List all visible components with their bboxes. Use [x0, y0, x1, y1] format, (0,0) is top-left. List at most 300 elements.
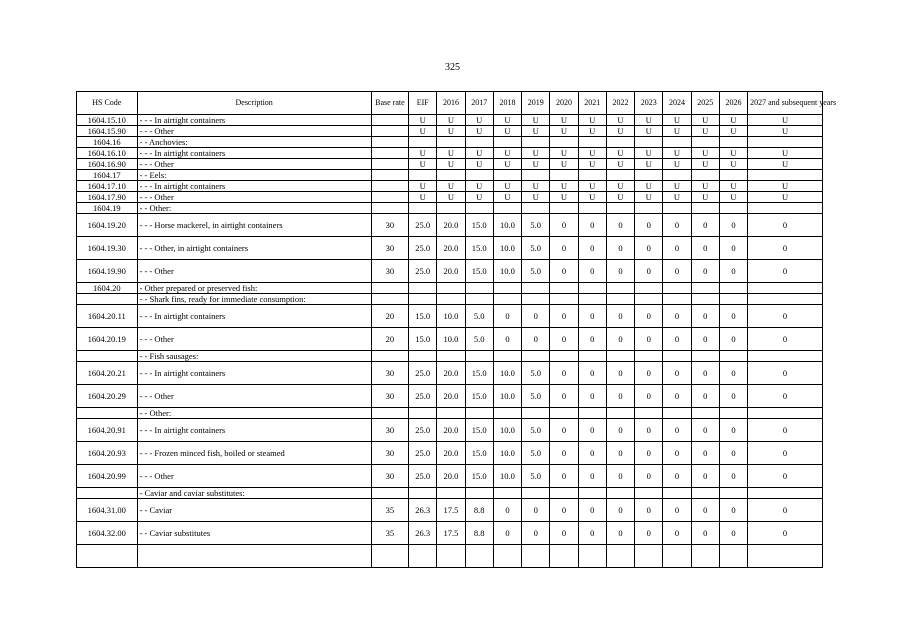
- year-rate-cell: [719, 408, 747, 419]
- base-rate-cell: 35: [371, 522, 408, 545]
- year-rate-cell: [550, 294, 578, 305]
- year-rate-cell: [691, 283, 719, 294]
- year-rate-cell: [578, 170, 606, 181]
- table-row: [77, 283, 823, 294]
- table-row: [77, 442, 823, 465]
- year-rate-cell: [465, 283, 493, 294]
- table-body: [77, 115, 823, 568]
- year-rate-cell: [719, 203, 747, 214]
- table-row: [77, 305, 823, 328]
- year-rate-cell: U: [578, 115, 606, 126]
- year-rate-cell: [691, 203, 719, 214]
- base-rate-cell: 30: [371, 214, 408, 237]
- year-rate-cell: [465, 294, 493, 305]
- year-rate-cell: 0: [748, 237, 823, 260]
- year-rate-cell: 20.0: [437, 237, 465, 260]
- year-rate-cell: 0: [578, 305, 606, 328]
- year-rate-cell: 0: [691, 465, 719, 488]
- description-cell: - - - In airtight containers: [137, 181, 371, 192]
- header-year: 2016: [437, 92, 465, 115]
- year-rate-cell: [663, 408, 691, 419]
- year-rate-cell: 0: [635, 214, 663, 237]
- year-rate-cell: 0: [578, 499, 606, 522]
- year-rate-cell: [493, 170, 521, 181]
- year-rate-cell: U: [550, 126, 578, 137]
- year-rate-cell: [748, 170, 823, 181]
- year-rate-cell: 0: [748, 305, 823, 328]
- year-rate-cell: [719, 294, 747, 305]
- year-rate-cell: 0: [522, 522, 550, 545]
- year-rate-cell: [635, 408, 663, 419]
- year-rate-cell: [550, 137, 578, 148]
- eif-rate-cell: U: [409, 159, 437, 170]
- year-rate-cell: 0: [663, 522, 691, 545]
- year-rate-cell: U: [522, 148, 550, 159]
- year-rate-cell: 10.0: [437, 305, 465, 328]
- year-rate-cell: 0: [663, 419, 691, 442]
- description-cell: - - - Horse mackerel, in airtight containers: [137, 214, 371, 237]
- year-rate-cell: U: [691, 126, 719, 137]
- base-rate-cell: [371, 351, 408, 362]
- header-base-rate: Base rate: [371, 92, 408, 115]
- hs-code-cell: 1604.16.10: [77, 148, 138, 159]
- year-rate-cell: [691, 137, 719, 148]
- year-rate-cell: 5.0: [465, 305, 493, 328]
- year-rate-cell: 10.0: [493, 214, 521, 237]
- hs-code-cell: 1604.19.90: [77, 260, 138, 283]
- year-rate-cell: [691, 351, 719, 362]
- year-rate-cell: U: [663, 115, 691, 126]
- year-rate-cell: [522, 351, 550, 362]
- base-rate-cell: [371, 181, 408, 192]
- year-rate-cell: 0: [550, 442, 578, 465]
- year-rate-cell: U: [606, 126, 634, 137]
- hs-code-cell: 1604.32.00: [77, 522, 138, 545]
- year-rate-cell: 0: [748, 465, 823, 488]
- year-rate-cell: 0: [663, 385, 691, 408]
- year-rate-cell: [606, 283, 634, 294]
- year-rate-cell: 0: [663, 499, 691, 522]
- year-rate-cell: [550, 203, 578, 214]
- year-rate-cell: [748, 545, 823, 568]
- year-rate-cell: U: [493, 148, 521, 159]
- year-rate-cell: 0: [748, 499, 823, 522]
- year-rate-cell: [578, 545, 606, 568]
- year-rate-cell: [748, 203, 823, 214]
- table-row: [77, 148, 823, 159]
- table-row: [77, 362, 823, 385]
- year-rate-cell: U: [663, 192, 691, 203]
- year-rate-cell: 0: [522, 305, 550, 328]
- year-rate-cell: [550, 283, 578, 294]
- year-rate-cell: [493, 351, 521, 362]
- year-rate-cell: 5.0: [522, 442, 550, 465]
- base-rate-cell: [371, 192, 408, 203]
- eif-rate-cell: [409, 488, 437, 499]
- table-row: [77, 419, 823, 442]
- year-rate-cell: U: [663, 148, 691, 159]
- year-rate-cell: 0: [578, 214, 606, 237]
- year-rate-cell: U: [719, 115, 747, 126]
- header-year: 2026: [719, 92, 747, 115]
- year-rate-cell: 5.0: [465, 328, 493, 351]
- year-rate-cell: U: [437, 115, 465, 126]
- eif-rate-cell: [409, 137, 437, 148]
- year-rate-cell: 0: [663, 237, 691, 260]
- year-rate-cell: [493, 203, 521, 214]
- year-rate-cell: [748, 137, 823, 148]
- year-rate-cell: 0: [719, 465, 747, 488]
- eif-rate-cell: 26.3: [409, 499, 437, 522]
- year-rate-cell: [465, 545, 493, 568]
- year-rate-cell: 0: [493, 305, 521, 328]
- year-rate-cell: U: [550, 148, 578, 159]
- description-cell: - - - Other: [137, 192, 371, 203]
- year-rate-cell: [493, 545, 521, 568]
- hs-code-cell: 1604.20.91: [77, 419, 138, 442]
- year-rate-cell: U: [606, 148, 634, 159]
- year-rate-cell: [663, 488, 691, 499]
- year-rate-cell: U: [437, 126, 465, 137]
- year-rate-cell: [465, 488, 493, 499]
- year-rate-cell: [465, 351, 493, 362]
- year-rate-cell: 0: [719, 362, 747, 385]
- year-rate-cell: [663, 294, 691, 305]
- year-rate-cell: 0: [663, 260, 691, 283]
- header-year: 2017: [465, 92, 493, 115]
- year-rate-cell: 0: [606, 419, 634, 442]
- header-hs-code: HS Code: [77, 92, 138, 115]
- year-rate-cell: U: [606, 181, 634, 192]
- year-rate-cell: 0: [691, 442, 719, 465]
- year-rate-cell: 20.0: [437, 465, 465, 488]
- year-rate-cell: 5.0: [522, 419, 550, 442]
- year-rate-cell: [437, 294, 465, 305]
- hs-code-cell: 1604.17.10: [77, 181, 138, 192]
- year-rate-cell: [606, 351, 634, 362]
- description-cell: - - - Other, in airtight containers: [137, 237, 371, 260]
- table-row: [77, 294, 823, 305]
- year-rate-cell: 10.0: [493, 237, 521, 260]
- year-rate-cell: U: [635, 192, 663, 203]
- year-rate-cell: [606, 137, 634, 148]
- hs-code-cell: 1604.15.10: [77, 115, 138, 126]
- description-cell: - - - In airtight containers: [137, 305, 371, 328]
- hs-code-cell: [77, 488, 138, 499]
- year-rate-cell: 0: [719, 214, 747, 237]
- year-rate-cell: U: [578, 192, 606, 203]
- table-row: [77, 203, 823, 214]
- year-rate-cell: U: [691, 159, 719, 170]
- hs-code-cell: 1604.20: [77, 283, 138, 294]
- year-rate-cell: 0: [719, 305, 747, 328]
- year-rate-cell: 0: [691, 305, 719, 328]
- table-row: [77, 237, 823, 260]
- year-rate-cell: U: [465, 148, 493, 159]
- year-rate-cell: 0: [550, 328, 578, 351]
- hs-code-cell: 1604.20.21: [77, 362, 138, 385]
- page-number: 325: [445, 62, 460, 73]
- base-rate-cell: 30: [371, 385, 408, 408]
- year-rate-cell: 0: [550, 522, 578, 545]
- year-rate-cell: [691, 294, 719, 305]
- year-rate-cell: 0: [578, 465, 606, 488]
- base-rate-cell: 30: [371, 237, 408, 260]
- year-rate-cell: 0: [550, 385, 578, 408]
- year-rate-cell: 5.0: [522, 260, 550, 283]
- base-rate-cell: [371, 159, 408, 170]
- year-rate-cell: 0: [606, 522, 634, 545]
- year-rate-cell: [719, 283, 747, 294]
- year-rate-cell: [522, 408, 550, 419]
- year-rate-cell: 10.0: [493, 362, 521, 385]
- year-rate-cell: 0: [663, 362, 691, 385]
- description-cell: - - - In airtight containers: [137, 148, 371, 159]
- year-rate-cell: [663, 137, 691, 148]
- year-rate-cell: [606, 203, 634, 214]
- year-rate-cell: 0: [635, 385, 663, 408]
- description-cell: - - Fish sausages:: [137, 351, 371, 362]
- eif-rate-cell: 15.0: [409, 305, 437, 328]
- year-rate-cell: 5.0: [522, 465, 550, 488]
- year-rate-cell: 0: [578, 237, 606, 260]
- description-cell: - - Anchovies:: [137, 137, 371, 148]
- year-rate-cell: U: [635, 126, 663, 137]
- description-cell: - - - In airtight containers: [137, 115, 371, 126]
- header-eif: EIF: [409, 92, 437, 115]
- year-rate-cell: 0: [719, 328, 747, 351]
- hs-code-cell: 1604.17.90: [77, 192, 138, 203]
- description-cell: - - - Other: [137, 385, 371, 408]
- year-rate-cell: 0: [719, 499, 747, 522]
- hs-code-cell: 1604.17: [77, 170, 138, 181]
- eif-rate-cell: 25.0: [409, 465, 437, 488]
- year-rate-cell: [550, 408, 578, 419]
- year-rate-cell: 15.0: [465, 385, 493, 408]
- year-rate-cell: [550, 351, 578, 362]
- year-rate-cell: [719, 170, 747, 181]
- year-rate-cell: [437, 137, 465, 148]
- eif-rate-cell: U: [409, 148, 437, 159]
- year-rate-cell: U: [663, 159, 691, 170]
- year-rate-cell: 0: [719, 419, 747, 442]
- year-rate-cell: [493, 294, 521, 305]
- year-rate-cell: U: [578, 181, 606, 192]
- header-year: 2021: [578, 92, 606, 115]
- year-rate-cell: U: [635, 148, 663, 159]
- year-rate-cell: [578, 488, 606, 499]
- year-rate-cell: [606, 294, 634, 305]
- year-rate-cell: 0: [550, 214, 578, 237]
- year-rate-cell: U: [493, 181, 521, 192]
- year-rate-cell: [522, 283, 550, 294]
- year-rate-cell: U: [635, 115, 663, 126]
- year-rate-cell: 0: [635, 362, 663, 385]
- year-rate-cell: 0: [663, 214, 691, 237]
- year-rate-cell: 15.0: [465, 237, 493, 260]
- eif-rate-cell: 25.0: [409, 237, 437, 260]
- table-row: [77, 214, 823, 237]
- year-rate-cell: U: [522, 115, 550, 126]
- table-row: [77, 126, 823, 137]
- year-rate-cell: U: [522, 181, 550, 192]
- year-rate-cell: [606, 488, 634, 499]
- year-rate-cell: [635, 351, 663, 362]
- table-row: [77, 488, 823, 499]
- hs-code-cell: 1604.15.90: [77, 126, 138, 137]
- header-year: 2025: [691, 92, 719, 115]
- base-rate-cell: 30: [371, 419, 408, 442]
- year-rate-cell: 0: [522, 499, 550, 522]
- year-rate-cell: U: [748, 148, 823, 159]
- year-rate-cell: U: [550, 192, 578, 203]
- year-rate-cell: 0: [748, 522, 823, 545]
- eif-rate-cell: [409, 170, 437, 181]
- year-rate-cell: 20.0: [437, 260, 465, 283]
- year-rate-cell: 0: [578, 385, 606, 408]
- year-rate-cell: U: [691, 192, 719, 203]
- year-rate-cell: U: [719, 148, 747, 159]
- year-rate-cell: 20.0: [437, 419, 465, 442]
- year-rate-cell: 0: [719, 385, 747, 408]
- year-rate-cell: 0: [550, 237, 578, 260]
- year-rate-cell: [606, 408, 634, 419]
- year-rate-cell: [493, 408, 521, 419]
- year-rate-cell: U: [748, 115, 823, 126]
- eif-rate-cell: [409, 545, 437, 568]
- year-rate-cell: 0: [606, 385, 634, 408]
- header-year: 2023: [635, 92, 663, 115]
- table-row: [77, 181, 823, 192]
- description-cell: - Caviar and caviar substitutes:: [137, 488, 371, 499]
- base-rate-cell: [371, 545, 408, 568]
- year-rate-cell: 0: [606, 442, 634, 465]
- year-rate-cell: U: [465, 115, 493, 126]
- year-rate-cell: 0: [578, 442, 606, 465]
- year-rate-cell: U: [550, 181, 578, 192]
- hs-code-cell: 1604.31.00: [77, 499, 138, 522]
- year-rate-cell: [635, 545, 663, 568]
- table-row: [77, 192, 823, 203]
- year-rate-cell: [437, 408, 465, 419]
- hs-code-cell: 1604.19: [77, 203, 138, 214]
- eif-rate-cell: 25.0: [409, 419, 437, 442]
- base-rate-cell: 30: [371, 362, 408, 385]
- year-rate-cell: [550, 170, 578, 181]
- base-rate-cell: 30: [371, 260, 408, 283]
- year-rate-cell: [578, 203, 606, 214]
- year-rate-cell: U: [691, 115, 719, 126]
- hs-code-cell: 1604.20.19: [77, 328, 138, 351]
- table-row: [77, 522, 823, 545]
- year-rate-cell: U: [465, 126, 493, 137]
- year-rate-cell: 0: [691, 214, 719, 237]
- year-rate-cell: 0: [635, 499, 663, 522]
- description-cell: - - Other:: [137, 408, 371, 419]
- year-rate-cell: 0: [635, 328, 663, 351]
- year-rate-cell: U: [493, 192, 521, 203]
- hs-code-cell: 1604.16: [77, 137, 138, 148]
- description-cell: - - Caviar substitutes: [137, 522, 371, 545]
- year-rate-cell: [437, 545, 465, 568]
- year-rate-cell: U: [606, 115, 634, 126]
- year-rate-cell: 0: [493, 499, 521, 522]
- year-rate-cell: 8.8: [465, 499, 493, 522]
- year-rate-cell: [635, 488, 663, 499]
- year-rate-cell: [465, 203, 493, 214]
- header-year: 2018: [493, 92, 521, 115]
- year-rate-cell: 0: [691, 385, 719, 408]
- year-rate-cell: [691, 488, 719, 499]
- hs-code-cell: 1604.19.20: [77, 214, 138, 237]
- year-rate-cell: 0: [550, 260, 578, 283]
- year-rate-cell: 20.0: [437, 442, 465, 465]
- year-rate-cell: [437, 170, 465, 181]
- year-rate-cell: 0: [550, 419, 578, 442]
- description-cell: - - Caviar: [137, 499, 371, 522]
- year-rate-cell: U: [663, 126, 691, 137]
- base-rate-cell: 20: [371, 305, 408, 328]
- year-rate-cell: [522, 170, 550, 181]
- year-rate-cell: U: [691, 181, 719, 192]
- year-rate-cell: [748, 488, 823, 499]
- description-cell: - - Eels:: [137, 170, 371, 181]
- year-rate-cell: 0: [691, 522, 719, 545]
- year-rate-cell: [719, 488, 747, 499]
- year-rate-cell: U: [550, 159, 578, 170]
- year-rate-cell: U: [465, 192, 493, 203]
- year-rate-cell: 0: [663, 305, 691, 328]
- header-description: Description: [137, 92, 371, 115]
- description-cell: [137, 545, 371, 568]
- year-rate-cell: [748, 351, 823, 362]
- year-rate-cell: [493, 137, 521, 148]
- year-rate-cell: [465, 408, 493, 419]
- description-cell: - - - Other: [137, 126, 371, 137]
- tariff-schedule-table: [76, 91, 837, 568]
- year-rate-cell: 5.0: [522, 237, 550, 260]
- year-rate-cell: 0: [748, 260, 823, 283]
- table-row: [77, 170, 823, 181]
- year-rate-cell: 0: [606, 214, 634, 237]
- year-rate-cell: 0: [748, 214, 823, 237]
- year-rate-cell: U: [465, 159, 493, 170]
- year-rate-cell: [663, 170, 691, 181]
- header-year: 2022: [606, 92, 634, 115]
- hs-code-cell: 1604.20.99: [77, 465, 138, 488]
- base-rate-cell: 30: [371, 465, 408, 488]
- table-row: [77, 137, 823, 148]
- year-rate-cell: 0: [606, 362, 634, 385]
- year-rate-cell: U: [437, 159, 465, 170]
- description-cell: - - Other:: [137, 203, 371, 214]
- year-rate-cell: [635, 283, 663, 294]
- year-rate-cell: 0: [719, 260, 747, 283]
- year-rate-cell: 0: [635, 442, 663, 465]
- year-rate-cell: U: [748, 159, 823, 170]
- year-rate-cell: U: [635, 181, 663, 192]
- eif-rate-cell: U: [409, 115, 437, 126]
- year-rate-cell: [748, 283, 823, 294]
- year-rate-cell: U: [493, 159, 521, 170]
- eif-rate-cell: 25.0: [409, 442, 437, 465]
- year-rate-cell: [663, 283, 691, 294]
- year-rate-cell: U: [606, 159, 634, 170]
- year-rate-cell: U: [578, 126, 606, 137]
- year-rate-cell: 5.0: [522, 385, 550, 408]
- base-rate-cell: [371, 203, 408, 214]
- year-rate-cell: 0: [578, 362, 606, 385]
